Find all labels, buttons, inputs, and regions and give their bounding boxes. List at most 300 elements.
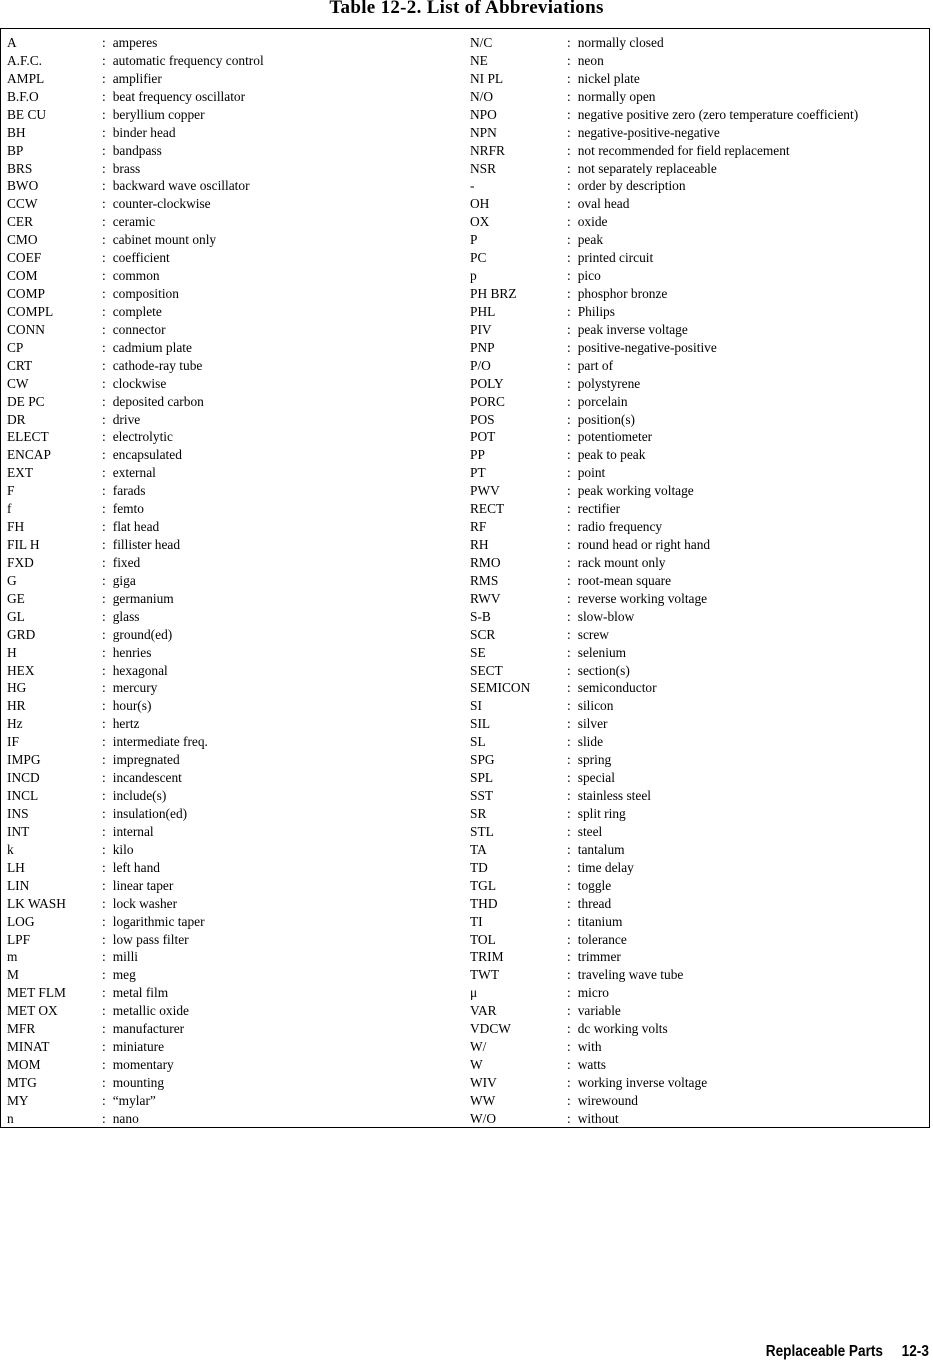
separator: : — [102, 124, 106, 140]
abbreviation: SIL — [470, 716, 491, 732]
definition-text: screw — [577, 626, 609, 642]
separator: : — [567, 877, 571, 893]
definition-text: meg — [112, 967, 136, 983]
definition — [567, 751, 611, 769]
definition-text: wirewound — [577, 1092, 638, 1108]
definition — [102, 1056, 174, 1074]
separator: : — [567, 1074, 571, 1090]
abbreviation: FXD — [7, 554, 34, 570]
separator: : — [567, 393, 571, 409]
separator: : — [102, 375, 106, 391]
abbreviation: PP — [470, 447, 485, 463]
definition-text: selenium — [577, 644, 627, 660]
abbreviation: FIL H — [7, 537, 40, 553]
definition-text: external — [112, 465, 156, 481]
definition — [567, 554, 666, 572]
definition-text: giga — [112, 572, 136, 588]
abbreviation: PORC — [470, 393, 505, 409]
separator: : — [102, 1039, 106, 1055]
definition — [567, 1056, 606, 1074]
abbreviation: RH — [470, 537, 489, 553]
separator: : — [102, 895, 106, 911]
abbreviation: SEMICON — [470, 680, 531, 696]
abbreviation: COMPL — [7, 303, 54, 319]
abbreviation: BP — [7, 142, 24, 158]
abbreviation: COMP — [7, 286, 45, 302]
abbreviation: SST — [470, 788, 494, 804]
definition — [102, 411, 140, 429]
definition-text: internal — [112, 823, 154, 839]
abbreviation: CCW — [7, 196, 38, 212]
abbreviation: INT — [7, 823, 30, 839]
definition-text: phosphor bronze — [577, 286, 668, 302]
abbreviation: CP — [7, 339, 24, 355]
separator: : — [567, 178, 571, 194]
definition — [567, 518, 662, 536]
definition — [567, 626, 609, 644]
separator: : — [102, 788, 106, 804]
separator: : — [102, 716, 106, 732]
definition-text: kilo — [112, 841, 134, 857]
definition — [102, 1092, 156, 1110]
definition — [567, 500, 620, 518]
definition — [567, 805, 626, 823]
definition-text: peak — [577, 232, 604, 248]
separator: : — [102, 626, 106, 642]
definition-text: farads — [112, 483, 146, 499]
definition — [567, 339, 717, 357]
separator: : — [102, 752, 106, 768]
definition — [567, 446, 645, 464]
abbreviation: PHL — [470, 303, 496, 319]
definition — [102, 142, 162, 160]
definition-text: neon — [577, 52, 604, 68]
separator: : — [102, 88, 106, 104]
abbreviation: p — [470, 268, 477, 284]
abbreviation: RMS — [470, 572, 499, 588]
definition-text: working inverse voltage — [577, 1074, 708, 1090]
definition — [102, 160, 140, 178]
definition — [102, 841, 134, 859]
separator: : — [567, 734, 571, 750]
definition — [102, 52, 264, 70]
separator: : — [567, 1021, 571, 1037]
separator: : — [102, 447, 106, 463]
definition-text: cathode-ray tube — [112, 357, 203, 373]
definition — [567, 1074, 707, 1092]
abbreviation: k — [7, 841, 14, 857]
definition-text: special — [577, 770, 615, 786]
abbreviation: MTG — [7, 1074, 37, 1090]
definition — [102, 554, 140, 572]
definition-text: cadmium plate — [112, 339, 192, 355]
definition — [567, 697, 613, 715]
separator: : — [567, 519, 571, 535]
definition — [102, 482, 145, 500]
definition-text: split ring — [577, 805, 626, 821]
separator: : — [567, 339, 571, 355]
definition — [102, 1110, 139, 1128]
abbreviation: IF — [7, 734, 19, 750]
abbreviation: S-B — [470, 608, 491, 624]
separator: : — [567, 52, 571, 68]
definition-text: mercury — [112, 680, 158, 696]
definition-text: glass — [112, 608, 140, 624]
separator: : — [567, 142, 571, 158]
separator: : — [102, 465, 106, 481]
definition — [567, 572, 671, 590]
definition — [567, 1002, 621, 1020]
abbreviation: CW — [7, 375, 29, 391]
separator: : — [102, 805, 106, 821]
definition — [102, 644, 151, 662]
separator: : — [102, 590, 106, 606]
definition — [102, 662, 168, 680]
definition — [102, 464, 156, 482]
definition — [567, 88, 655, 106]
separator: : — [567, 35, 571, 50]
definition — [102, 948, 138, 966]
separator: : — [102, 357, 106, 373]
definition — [567, 679, 657, 697]
separator: : — [102, 644, 106, 660]
abbreviation: W — [470, 1057, 483, 1072]
definition — [567, 34, 664, 52]
definition — [567, 357, 613, 375]
abbreviation: A.F.C. — [7, 52, 43, 68]
abbreviation: HEX — [7, 662, 35, 678]
definition — [567, 1110, 619, 1128]
definition-text: henries — [112, 644, 152, 660]
separator: : — [567, 931, 571, 947]
separator: : — [567, 662, 571, 678]
definition — [102, 733, 208, 751]
definition-text: left hand — [112, 859, 160, 875]
separator: : — [567, 590, 571, 606]
definition-text: coefficient — [112, 250, 170, 266]
definition — [102, 626, 172, 644]
separator: : — [567, 554, 571, 570]
separator: : — [102, 967, 106, 983]
separator: : — [102, 268, 106, 284]
separator: : — [567, 160, 571, 176]
separator: : — [567, 805, 571, 821]
definition — [567, 124, 720, 142]
separator: : — [567, 967, 571, 983]
definition — [102, 823, 154, 841]
definition — [102, 500, 144, 518]
definition-text: ceramic — [112, 214, 156, 230]
definition-text: tolerance — [577, 931, 627, 947]
definition — [102, 393, 204, 411]
abbreviation: LK WASH — [7, 895, 66, 911]
abbreviation: SI — [470, 698, 482, 714]
separator: : — [567, 268, 571, 284]
abbreviation: PH BRZ — [470, 286, 517, 302]
definition — [567, 411, 635, 429]
definition — [567, 177, 686, 195]
definition — [102, 805, 187, 823]
abbreviation: m — [7, 949, 18, 965]
definition-text: reverse working voltage — [577, 590, 708, 606]
separator: : — [102, 286, 106, 302]
definition — [102, 124, 176, 142]
abbreviation: GE — [7, 590, 25, 606]
definition — [567, 285, 667, 303]
definition-text: metallic oxide — [112, 1003, 189, 1019]
abbreviation: OH — [470, 196, 490, 212]
definition — [102, 859, 160, 877]
abbreviation: M — [7, 967, 19, 983]
definition-text: low pass filter — [112, 931, 189, 947]
definition-text: fillister head — [112, 537, 181, 553]
separator: : — [102, 1074, 106, 1090]
separator: : — [567, 196, 571, 212]
separator: : — [102, 823, 106, 839]
definition-text: micro — [577, 985, 609, 1001]
definition — [567, 715, 607, 733]
abbreviation: SPG — [470, 752, 495, 768]
definition — [567, 590, 707, 608]
definition — [102, 966, 136, 984]
definition-text: tantalum — [577, 841, 625, 857]
separator: : — [567, 680, 571, 696]
abbreviation: A — [7, 35, 17, 50]
definition — [102, 913, 205, 931]
definition-text: variable — [577, 1003, 621, 1019]
definition — [567, 1038, 602, 1056]
separator: : — [567, 321, 571, 337]
abbreviation: TOL — [470, 931, 496, 947]
abbreviation: DR — [7, 411, 26, 427]
definition-text: nickel plate — [577, 70, 640, 86]
separator: : — [102, 913, 106, 929]
definition-text: time delay — [577, 859, 634, 875]
separator: : — [567, 411, 571, 427]
separator: : — [102, 985, 106, 1001]
abbreviation: SL — [470, 734, 486, 750]
abbreviation: N/O — [470, 88, 494, 104]
definition — [567, 769, 615, 787]
definition — [567, 464, 605, 482]
definition — [102, 177, 250, 195]
definition-text: hertz — [112, 716, 140, 732]
definition — [567, 662, 630, 680]
definition-text: insulation(ed) — [112, 805, 188, 821]
definition-text: potentiometer — [577, 429, 653, 445]
separator: : — [567, 698, 571, 714]
definition-text: bandpass — [112, 142, 162, 158]
separator: : — [567, 1057, 571, 1072]
definition — [102, 34, 157, 52]
definition-text: position(s) — [577, 411, 636, 427]
abbreviation: Hz — [7, 716, 23, 732]
separator: : — [567, 357, 571, 373]
abbreviation: MET FLM — [7, 985, 66, 1001]
separator: : — [567, 375, 571, 391]
definition-text: trimmer — [577, 949, 621, 965]
abbreviation: SR — [470, 805, 487, 821]
abbreviation: LIN — [7, 877, 30, 893]
definition-text: binder head — [112, 124, 176, 140]
abbreviation: THD — [470, 895, 498, 911]
abbreviation: GRD — [7, 626, 36, 642]
separator: : — [567, 232, 571, 248]
separator: : — [567, 716, 571, 732]
definition-text: drive — [112, 411, 141, 427]
definition — [102, 446, 182, 464]
definition-text: rack mount only — [577, 554, 666, 570]
definition-text: manufacturer — [112, 1021, 185, 1037]
definition-text: “mylar” — [112, 1092, 156, 1108]
abbreviation: MOM — [7, 1057, 41, 1072]
abbreviation: LH — [7, 859, 25, 875]
separator: : — [102, 572, 106, 588]
separator: : — [102, 214, 106, 230]
definition — [567, 195, 629, 213]
separator: : — [567, 985, 571, 1001]
definition — [102, 339, 192, 357]
footer-section: Replaceable Parts — [765, 1343, 884, 1360]
definition — [102, 1074, 164, 1092]
definition-text: positive-negative-positive — [577, 339, 717, 355]
definition — [567, 948, 621, 966]
definition — [567, 142, 790, 160]
definition-text: peak working voltage — [577, 483, 694, 499]
definition-text: toggle — [577, 877, 612, 893]
definition — [102, 88, 245, 106]
definition-text: hexagonal — [112, 662, 168, 678]
abbreviation: TI — [470, 913, 483, 929]
definition-text: amperes — [112, 35, 158, 50]
separator: : — [567, 214, 571, 230]
definition-text: beryllium copper — [112, 106, 205, 122]
separator: : — [102, 931, 106, 947]
definition-text: beat frequency oscillator — [112, 88, 246, 104]
definition-text: not recommended for field replacement — [577, 142, 790, 158]
definition-text: porcelain — [577, 393, 628, 409]
definition-text: clockwise — [112, 375, 167, 391]
abbreviation: H — [7, 644, 17, 660]
separator: : — [567, 823, 571, 839]
definition — [567, 303, 615, 321]
definition-text: round head or right hand — [577, 537, 711, 553]
separator: : — [102, 554, 106, 570]
abbreviation: W/O — [470, 1110, 497, 1126]
abbreviation: G — [7, 572, 17, 588]
abbreviation: MET OX — [7, 1003, 58, 1019]
definition-text: printed circuit — [577, 250, 654, 266]
definition — [102, 895, 177, 913]
abbreviation: B.F.O — [7, 88, 39, 104]
separator: : — [102, 429, 106, 445]
abbreviation: COM — [7, 268, 38, 284]
definition — [567, 249, 653, 267]
abbreviations-table — [0, 28, 930, 1128]
abbreviation: HG — [7, 680, 27, 696]
definition-text: include(s) — [112, 788, 167, 804]
definition-text: deposited carbon — [112, 393, 204, 409]
definition — [102, 303, 162, 321]
abbreviation: OX — [470, 214, 490, 230]
definition — [567, 913, 622, 931]
definition — [102, 877, 173, 895]
abbreviation: PNP — [470, 339, 495, 355]
definition-text: common — [112, 268, 160, 284]
definition-text: with — [577, 1039, 602, 1055]
abbreviation: NE — [470, 52, 488, 68]
footer-page-number: 12-3 — [901, 1343, 929, 1360]
abbreviation: NRFR — [470, 142, 505, 158]
separator: : — [102, 1021, 106, 1037]
separator: : — [567, 70, 571, 86]
separator: : — [567, 608, 571, 624]
definition — [102, 357, 202, 375]
abbreviation: MY — [7, 1092, 29, 1108]
definition — [567, 984, 609, 1002]
definition-text: peak to peak — [577, 447, 646, 463]
separator: : — [102, 321, 106, 337]
definition — [567, 160, 717, 178]
definition-text: automatic frequency control — [112, 52, 264, 68]
definition-text: silver — [577, 716, 608, 732]
definition — [102, 213, 155, 231]
page-footer — [766, 1343, 929, 1361]
definition — [102, 321, 166, 339]
definition — [567, 213, 607, 231]
definition — [567, 644, 626, 662]
separator: : — [102, 393, 106, 409]
definition-text: negative positive zero (zero temperature coefficient) — [577, 106, 859, 122]
abbreviation: MFR — [7, 1021, 36, 1037]
separator: : — [102, 70, 106, 86]
separator: : — [567, 841, 571, 857]
definition-text: peak inverse voltage — [577, 321, 688, 337]
separator: : — [567, 537, 571, 553]
separator: : — [102, 1110, 106, 1126]
separator: : — [102, 411, 106, 427]
definition-text: linear taper — [112, 877, 174, 893]
definition — [102, 572, 136, 590]
definition-text: impregnated — [112, 752, 180, 768]
definition — [567, 536, 710, 554]
abbreviation: P — [470, 232, 478, 248]
definition — [102, 590, 174, 608]
definition — [102, 984, 168, 1002]
definition-text: lock washer — [112, 895, 178, 911]
definition — [102, 536, 180, 554]
abbreviation: ENCAP — [7, 447, 51, 463]
separator: : — [567, 303, 571, 319]
definition — [567, 787, 651, 805]
separator: : — [567, 465, 571, 481]
separator: : — [102, 537, 106, 553]
abbreviation: F — [7, 483, 15, 499]
abbreviation: RMO — [470, 554, 501, 570]
definition — [102, 70, 162, 88]
abbreviation: - — [470, 178, 475, 194]
separator: : — [102, 519, 106, 535]
definition-text: hour(s) — [112, 698, 152, 714]
definition — [567, 966, 683, 984]
separator: : — [102, 339, 106, 355]
definition-text: momentary — [112, 1057, 174, 1072]
separator: : — [567, 1039, 571, 1055]
abbreviation: PC — [470, 250, 487, 266]
abbreviation: P/O — [470, 357, 491, 373]
abbreviation: TD — [470, 859, 488, 875]
abbreviation: μ — [470, 985, 478, 1001]
